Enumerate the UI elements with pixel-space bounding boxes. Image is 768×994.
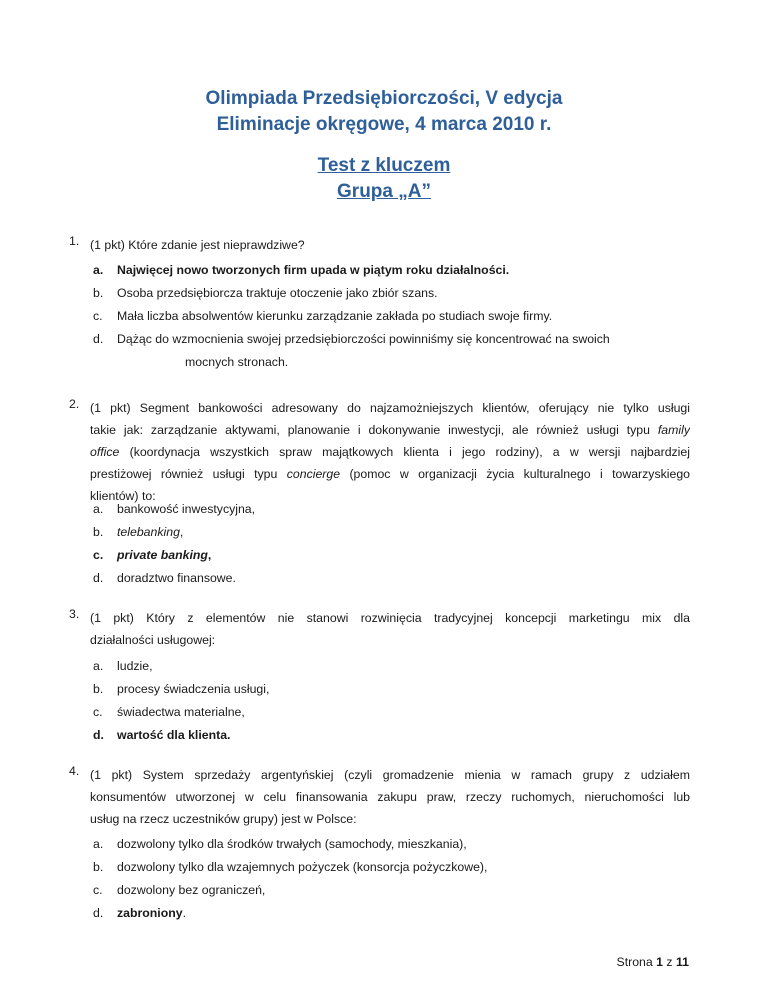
q1-option-b: b. Osoba przedsiębiorcza traktuje otoczenie jako zbiór szans.	[93, 286, 438, 300]
question-text-line: konsumentów utworzonej w celu finansowania zakupu praw, rzeczy ruchomych, nieruchomości lub	[90, 790, 690, 804]
q3-option-c: c. świadectwa materialne,	[93, 705, 245, 719]
question-number: 2.	[69, 397, 80, 411]
question-text-line: (1 pkt) System sprzedaży argentyńskiej (czyli gromadzenie mienia w ramach grupy z udziałem	[90, 768, 690, 782]
question-text-line: takie jak: zarządzanie aktywami, planowanie i dokonywanie inwestycji, ale również usługi typu family	[90, 423, 690, 437]
title-line-2: Eliminacje okręgowe, 4 marca 2010 r.	[216, 114, 552, 135]
q4-option-b: b. dozwolony tylko dla wzajemnych pożyczek (konsorcja pożyczkowe),	[93, 860, 488, 874]
q3-option-b: b. procesy świadczenia usługi,	[93, 682, 270, 696]
question-text: (1 pkt) Które zdanie jest nieprawdziwe?	[90, 238, 305, 252]
q2-option-c: c. private banking,	[93, 548, 212, 562]
q4-option-a: a. dozwolony tylko dla środków trwałych (samochody, mieszkania),	[93, 837, 467, 851]
title-line-4: Grupa „A”	[337, 181, 431, 202]
question-2	[69, 397, 690, 507]
q2-option-b: b. telebanking,	[93, 525, 184, 539]
q1-option-c: c. Mała liczba absolwentów kierunku zarządzanie zakłada po studiach swoje firmy.	[93, 309, 553, 323]
q3-option-d: d. wartość dla klienta.	[93, 728, 231, 742]
question-text-line: działalności usługowej:	[90, 633, 216, 647]
q1-option-d: d. Dążąc do wzmocnienia swojej przedsiębiorczości powinniśmy się koncentrować na swoich	[93, 332, 610, 346]
question-text-line: office (koordynacja wszystkich spraw majątkowych klienta i jego rodziny), a w wersji najbardziej	[90, 445, 690, 459]
question-text-line: prestiżowej również usługi typu concierge (pomoc w organizacji życia kulturalnego i towarzyskiego	[90, 467, 690, 481]
question-text-line: (1 pkt) Który z elementów nie stanowi rozwinięcia tradycyjnej koncepcji marketingu mix dla	[90, 611, 690, 625]
title-line-1: Olimpiada Przedsiębiorczości, V edycja	[205, 88, 563, 109]
page-total: 11	[676, 955, 689, 969]
title-line-3: Test z kluczem	[317, 155, 451, 176]
question-text-line: klientów) to:	[90, 489, 156, 503]
q3-option-a: a. ludzie,	[93, 659, 153, 673]
question-1	[69, 234, 690, 256]
q1-option-d-continued: mocnych stronach.	[185, 355, 289, 369]
q1-option-a: a. Najwięcej nowo tworzonych firm upada w piątym roku działalności.	[93, 263, 510, 277]
question-number: 1.	[69, 234, 80, 248]
page-number: 1	[656, 955, 663, 969]
q4-option-c: c. dozwolony bez ograniczeń,	[93, 883, 266, 897]
question-number: 3.	[69, 607, 80, 621]
q2-option-d: d. doradztwo finansowe.	[93, 571, 236, 585]
question-text-line: (1 pkt) Segment bankowości adresowany do najzamożniejszych klientów, oferujący nie tylko usługi	[90, 401, 690, 415]
q4-option-d: d. zabroniony.	[93, 906, 187, 920]
page-footer: Strona 1 z 11	[616, 955, 689, 969]
question-3	[69, 607, 690, 651]
question-number: 4.	[69, 764, 80, 778]
q2-option-a: a. bankowość inwestycyjna,	[93, 502, 256, 516]
question-4	[69, 764, 690, 830]
question-text-line: usług na rzecz uczestników grupy) jest w Polsce:	[90, 812, 357, 826]
